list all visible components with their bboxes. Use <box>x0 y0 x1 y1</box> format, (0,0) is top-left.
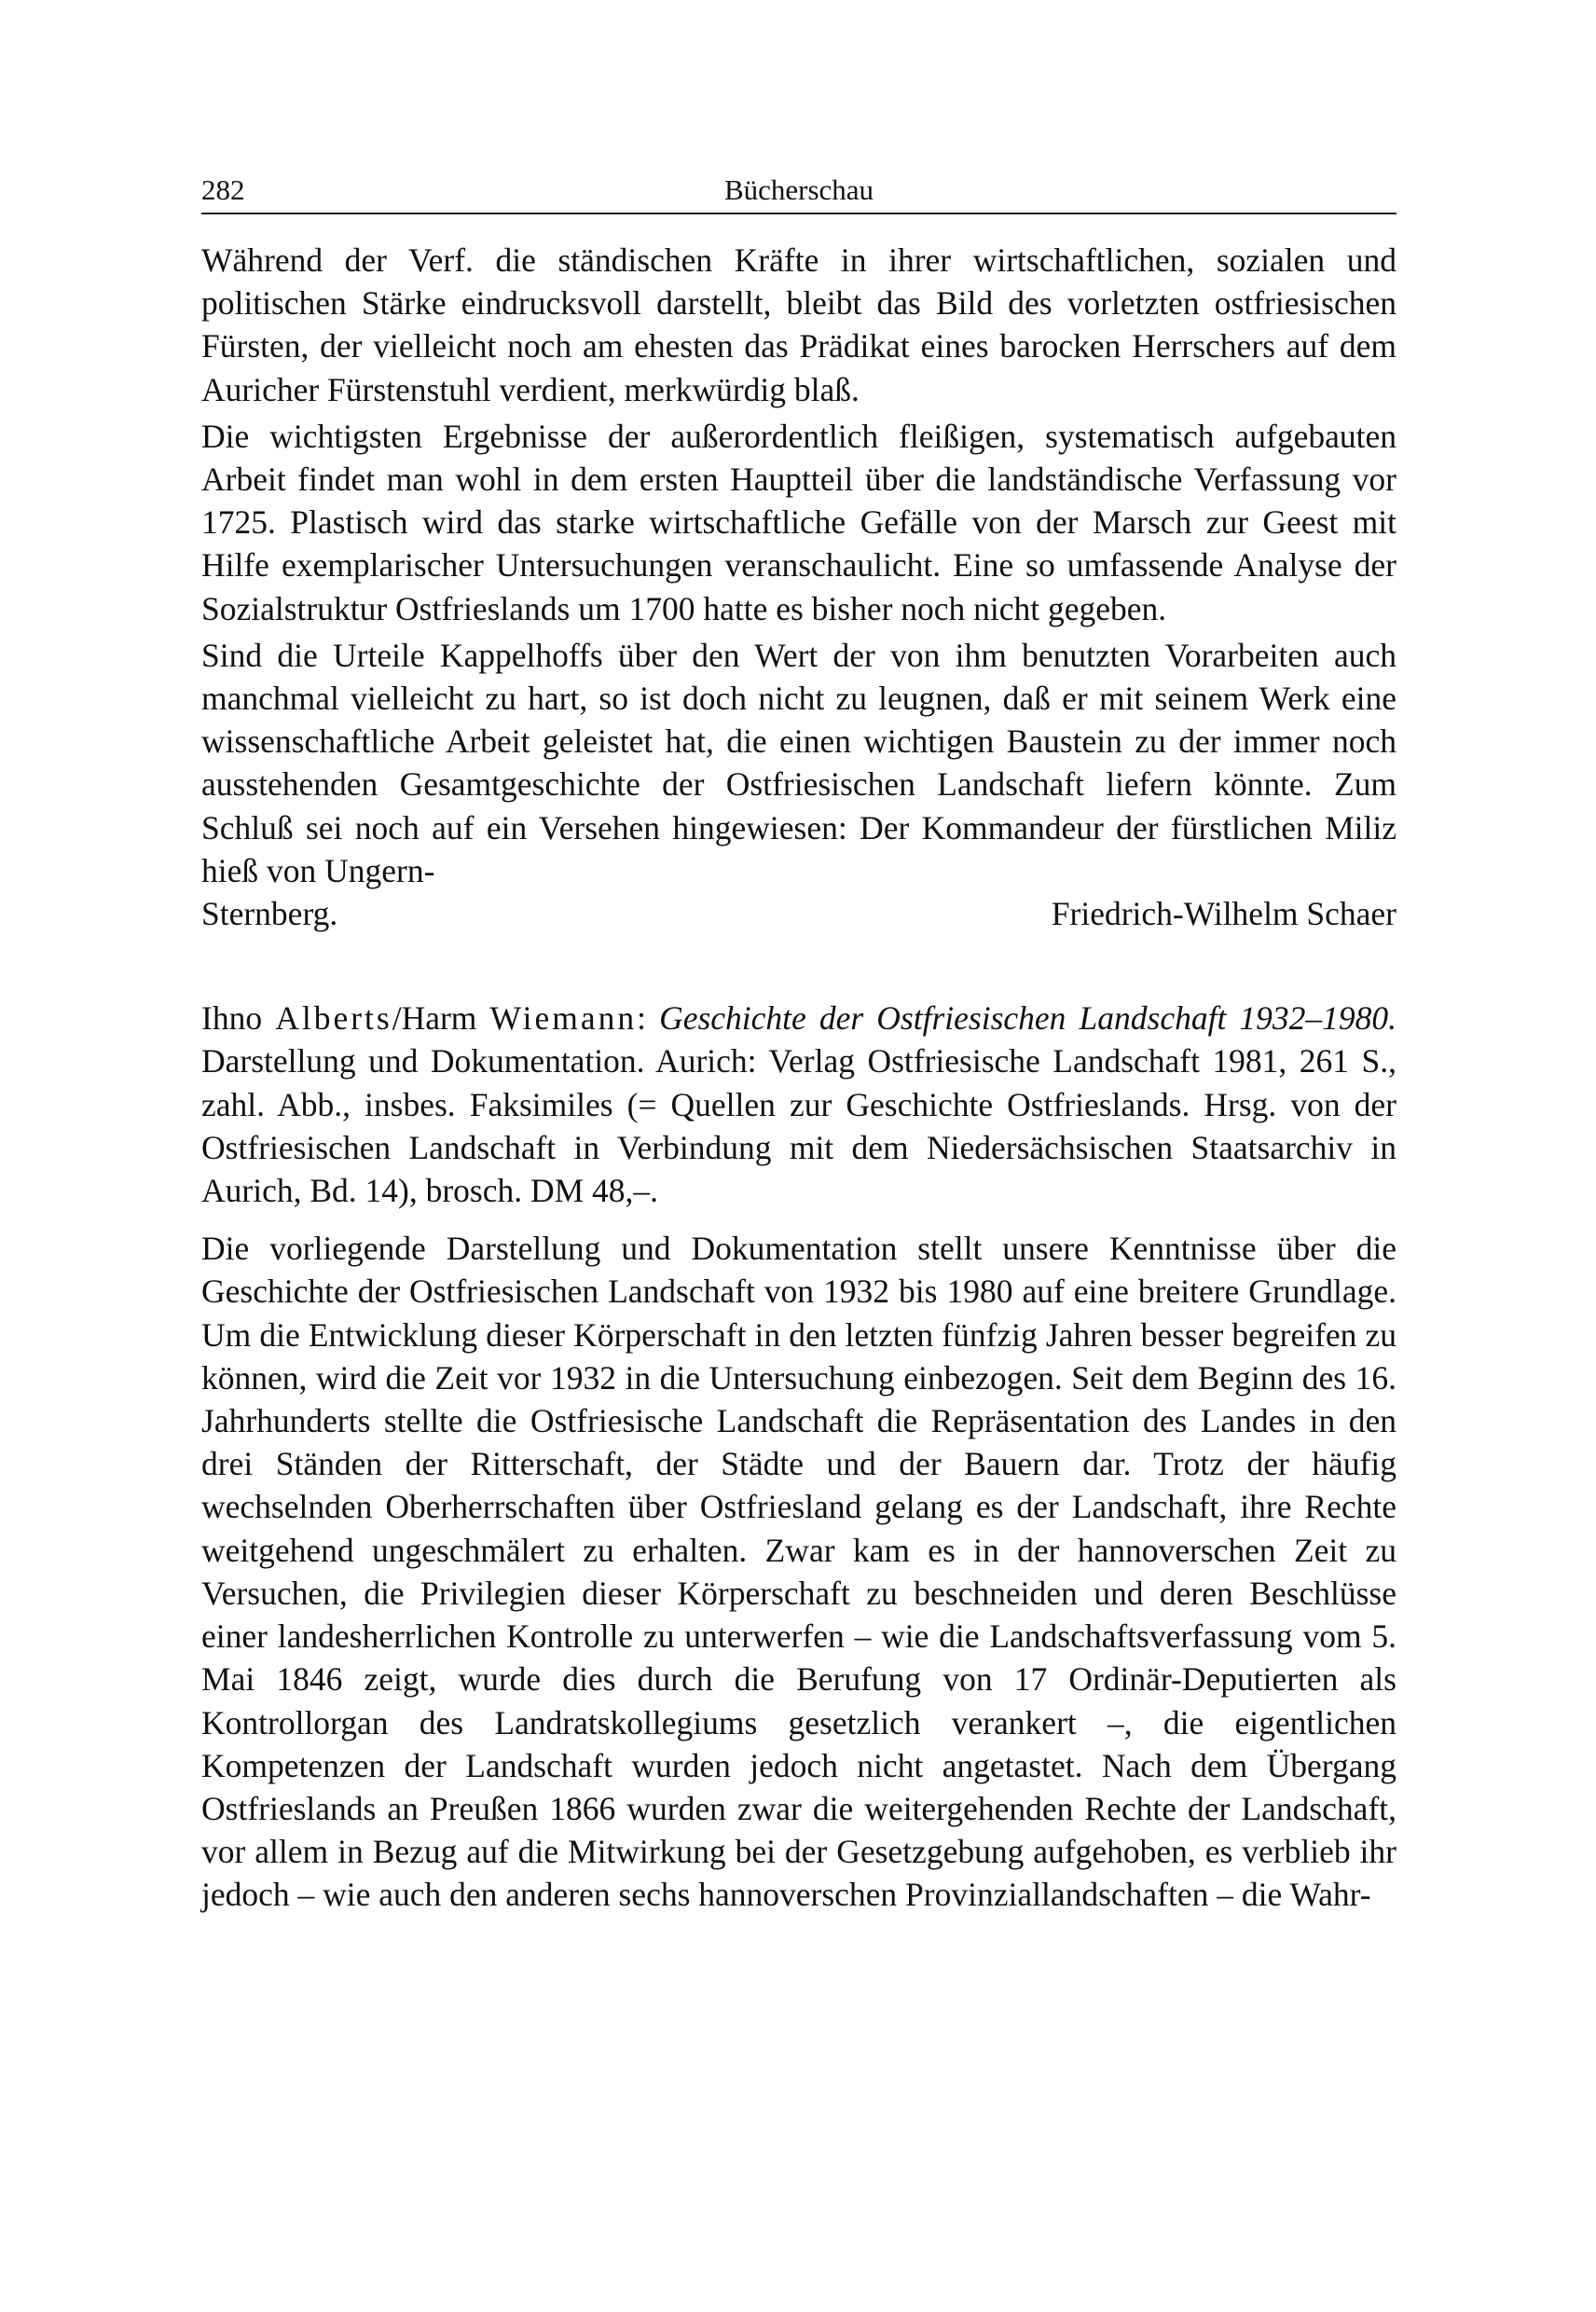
body-text <box>201 239 1396 1917</box>
author-2-last-name: Wiemann <box>489 999 638 1038</box>
review2-paragraph-1: Die vorliegende Darstellung und Dokumentation stellt unsere Kenntnisse über die Geschichte der Ostfriesischen Landschaft von 1932 bis 1980 auf eine breitere Grundlage. Um die Entwicklung dieser Körperschaft in den letzten fünfzig Jahren besser begreifen zu können, wird die Zeit vor 1932 in die Untersuchung einbezogen. Seit dem Beginn des 16. Jahrhunderts stellte die Ostfriesische Landschaft die Repräsentation des Landes in den drei Ständen der Ritterschaft, der Städte und der Bauern dar. Trotz der häufig wechselnden Oberherrschaften über Ostfriesland gelang es der Landschaft, ihre Rechte weitgehend ungeschmälert zu erhalten. Zwar kam es in der hannoverschen Zeit zu Versuchen, die Privilegien dieser Körperschaft zu beschneiden und deren Beschlüsse einer landesherrlichen Kontrolle zu unterwerfen – wie die Landschaftsverfassung vom 5. Mai 1846 zeigt, wurde dies durch die Berufung von 17 Ordinär-Deputierten als Kontrollorgan des Landratskollegiums gesetzlich verankert –, die eigentlichen Kompetenzen der Landschaft wurden jedoch nicht angetastet. Nach dem Übergang Ostfrieslands an Preußen 1866 wurden zwar die weitergehenden Rechte der Landschaft, vor allem in Bezug auf die Mitwirkung bei der Gesetzgebung aufgehoben, es verblieb ihr jedoch – wie auch den anderen sechs hannoverschen Provinziallandschaften – die Wahr- <box>201 1230 1396 1914</box>
review1-paragraph-3 <box>201 634 1396 935</box>
author-2-first-name: Harm <box>401 999 477 1038</box>
author-1-first-name: Ihno <box>201 999 263 1038</box>
author-colon: : <box>637 999 646 1038</box>
review1-last-line <box>201 892 1396 935</box>
bibliographic-entry <box>201 997 1396 1212</box>
running-header <box>201 168 1396 214</box>
review1-paragraph-1: Während der Verf. die ständischen Kräfte in ihrer wirtschaftlichen, sozialen und politischen Stärke eindrucksvoll darstellt, bleibt das Bild des vorletzten ostfriesischen Fürsten, der vielleicht noch am ehesten das Prädikat eines barocken Herrschers auf dem Auricher Fürstenstuhl verdient, merkwürdig blaß. <box>201 241 1396 408</box>
review1-paragraph-3-text: Sind die Urteile Kappelhoffs über den Wert der von ihm benutzten Vorarbeiten auch manchmal vielleicht zu hart, so ist doch nicht zu leugnen, daß er mit seinem Werk eine wissenschaftliche Arbeit geleistet hat, die einen wichtigen Baustein zu der immer noch ausstehenden Gesamtgeschichte der Ostfriesischen Landschaft liefern könnte. Zum Schluß sei noch auf ein Versehen hingewiesen: Der Kommandeur der fürstlichen Miliz hieß von Ungern- <box>201 636 1396 889</box>
reviewer-name: Friedrich-Wilhelm Schaer <box>1051 895 1396 933</box>
book-details: Darstellung und Dokumentation. Aurich: Verlag Ostfriesische Landschaft 1981, 261 S., zahl. Abb., insbes. Faksimiles (= Quellen zur Geschichte Ostfrieslands. Hrsg. von der Ostfriesischen Landschaft in Verbindung mit dem Niedersächsischen Staatsarchiv in Aurich, Bd. 14), brosch. DM 48,–. <box>201 1042 1396 1210</box>
review1-last-word: Sternberg. <box>201 895 338 933</box>
page-number: 282 <box>201 173 245 206</box>
document-page <box>201 168 1396 1920</box>
section-title: Bücherschau <box>723 173 874 206</box>
author-separator: / <box>392 999 402 1038</box>
author-1-last-name: Alberts <box>275 999 392 1038</box>
review1-paragraph-2: Die wichtigsten Ergebnisse der außerordentlich fleißigen, systematisch aufgebauten Arbeit findet man wohl in dem ersten Hauptteil über die landständische Verfassung vor 1725. Plastisch wird das starke wirtschaftliche Gefälle von der Marsch zur Geest mit Hilfe exemplarischer Untersuchungen veranschaulicht. Eine so umfassende Analyse der Sozialstruktur Ostfrieslands um 1700 hatte es bisher noch nicht gegeben. <box>201 417 1396 627</box>
book-title: Geschichte der Ostfriesischen Landschaft 1932–1980. <box>659 999 1397 1038</box>
